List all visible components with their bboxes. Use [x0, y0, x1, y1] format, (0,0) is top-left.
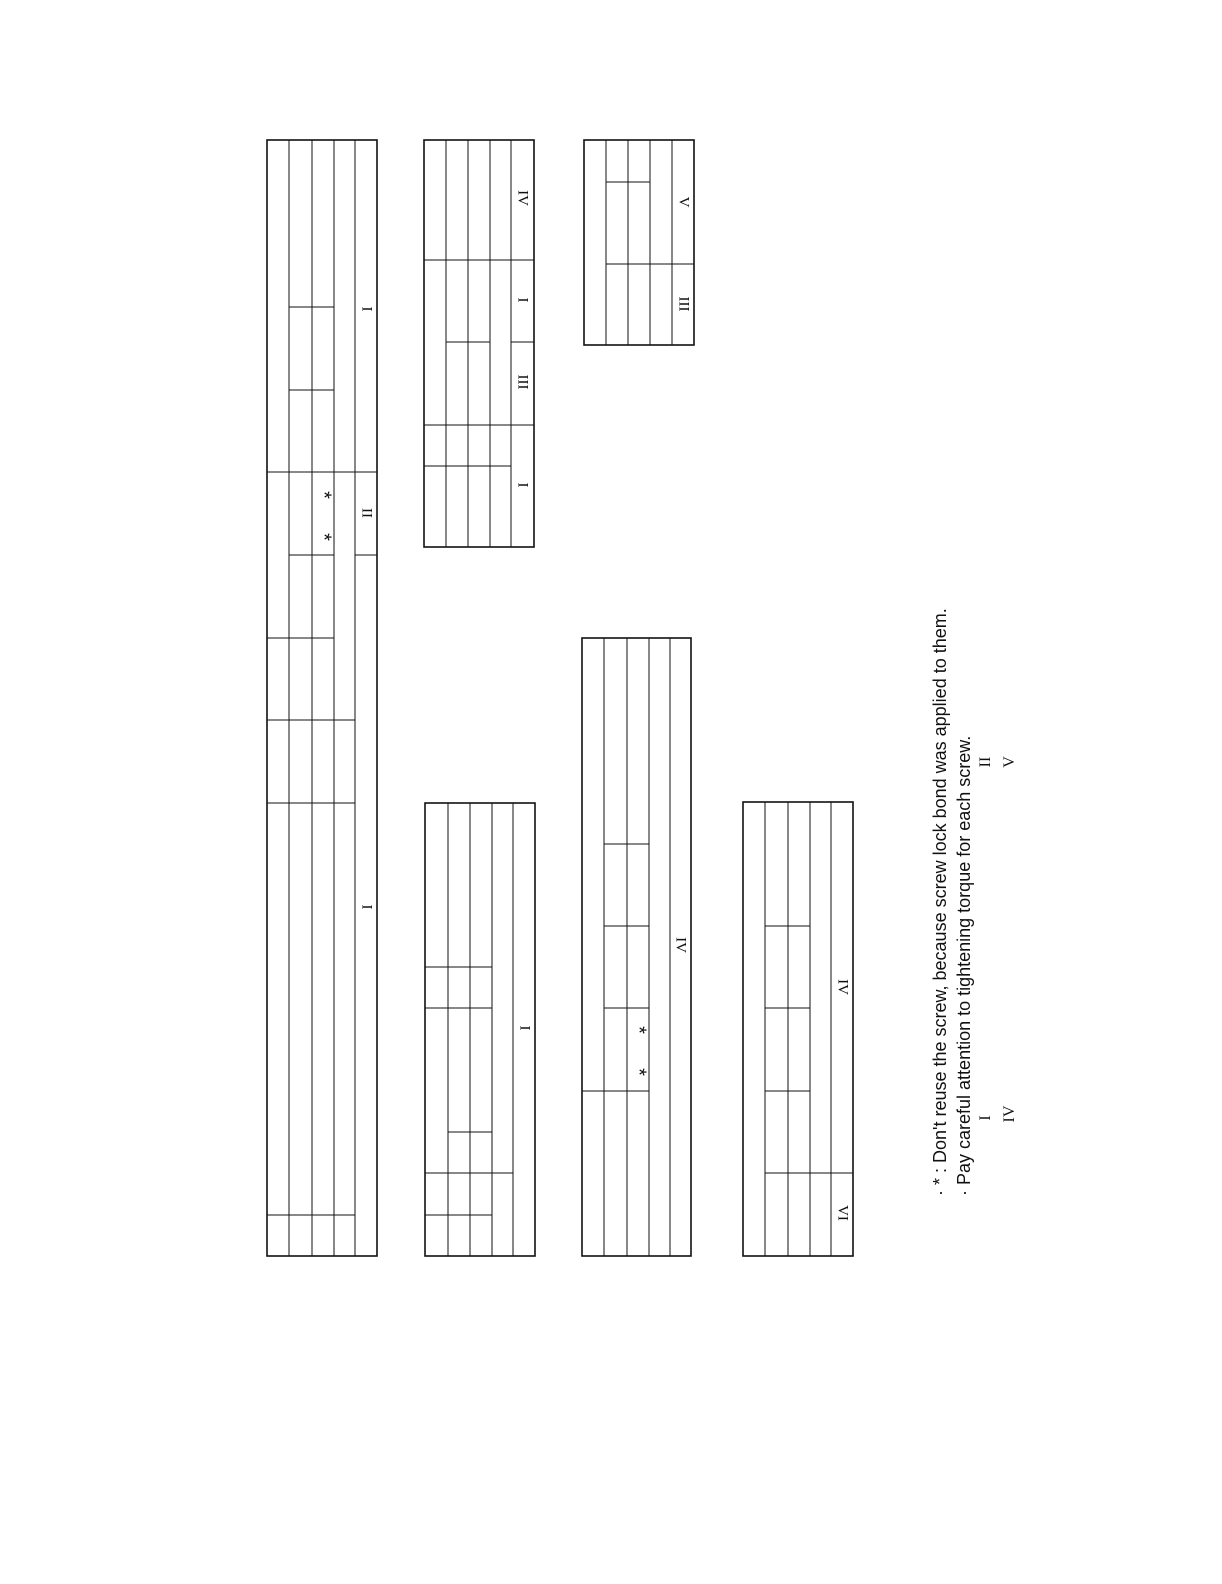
torque-table-b — [424, 140, 534, 547]
table-d-class-label: I — [516, 1025, 533, 1031]
table-f-class-label: VI — [834, 1205, 851, 1221]
table-e-class-label: IV — [672, 937, 689, 953]
table-b-class-label: IV — [514, 190, 531, 206]
screw-lock-mark: * — [312, 533, 335, 541]
table-c-class-label: V — [675, 196, 692, 208]
notes-block — [930, 608, 1018, 1196]
torque-legend-value: V — [1001, 756, 1018, 768]
table-a-class-label: II — [358, 508, 375, 518]
torque-table-f — [743, 802, 853, 1256]
torque-table-a — [267, 140, 377, 1256]
table-b-class-label: III — [514, 374, 531, 390]
torque-legend-value: I — [977, 1115, 994, 1121]
screw-lock-mark: * — [627, 1026, 650, 1034]
torque-table-d — [425, 803, 535, 1256]
torque-table-c — [584, 140, 694, 345]
torque-legend-value: II — [977, 756, 994, 768]
table-a-class-label: I — [358, 904, 375, 910]
table-f-class-label: IV — [834, 979, 851, 995]
table-a-class-label: I — [358, 306, 375, 312]
table-b-class-label: I — [514, 482, 531, 488]
torque-note: · Pay careful attention to tightening torque for each screw. — [954, 735, 974, 1196]
screw-lock-note: · * : Don't reuse the screw, because screw lock bond was applied to them. — [930, 608, 950, 1196]
torque-table-e — [582, 638, 691, 1256]
torque-legend-value: IV — [1001, 1105, 1018, 1123]
screw-lock-mark: * — [627, 1068, 650, 1076]
table-c-class-label: III — [675, 296, 692, 312]
screw-lock-mark: * — [312, 491, 335, 499]
table-b-class-label: I — [514, 297, 531, 303]
